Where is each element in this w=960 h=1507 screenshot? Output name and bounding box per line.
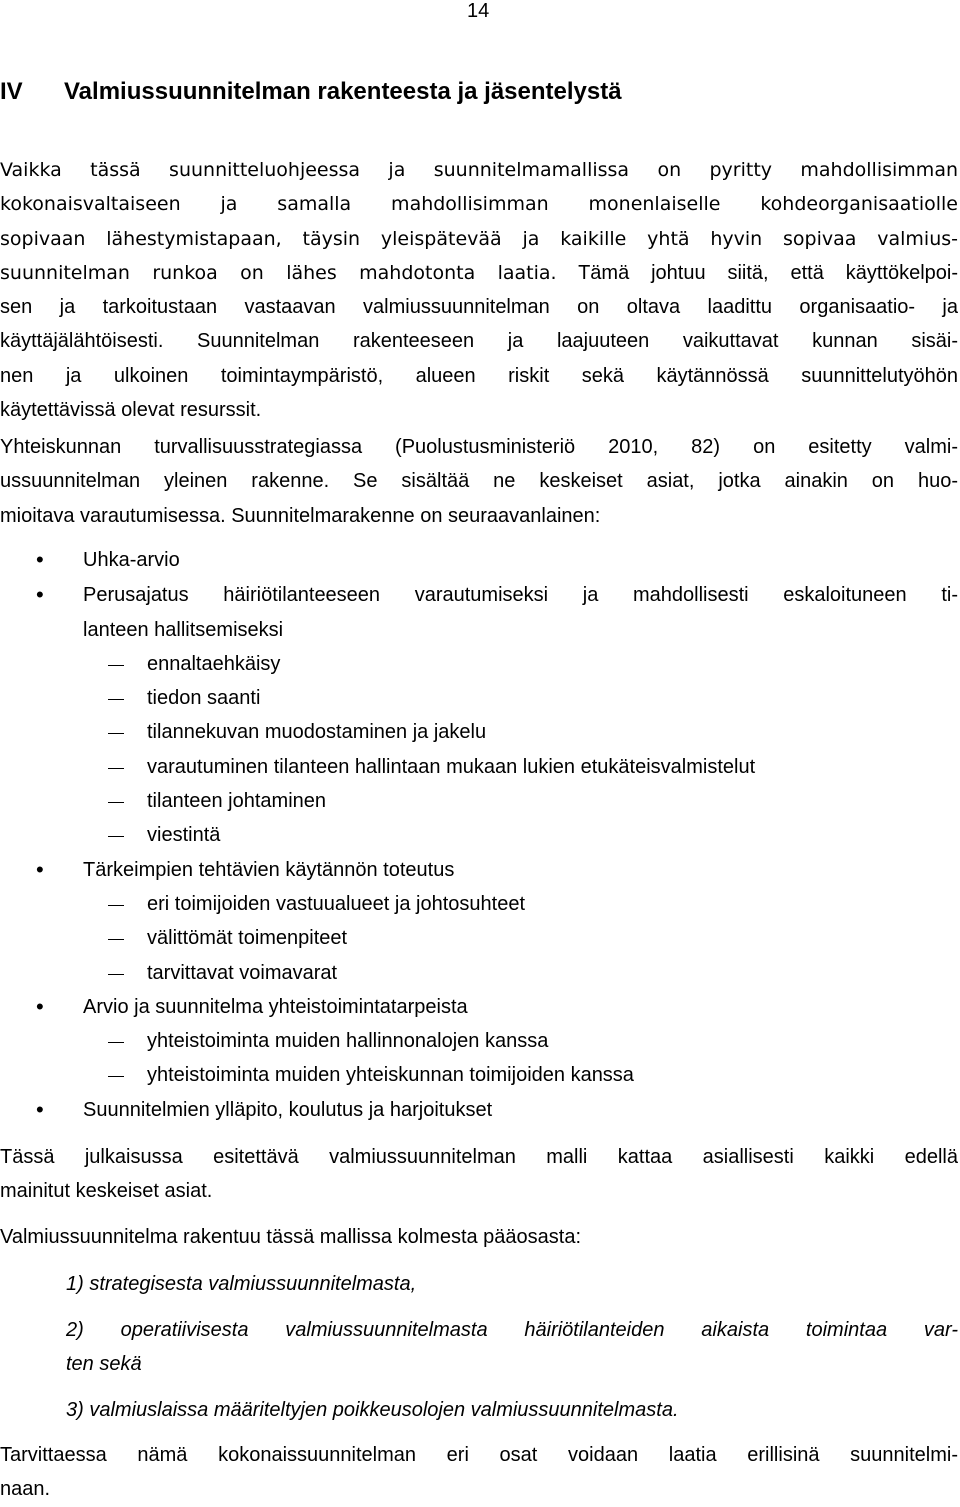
- paragraph-line: ussuunnitelman yleinen rakenne. Se sisältää ne keskeiset asiat, jotka ainakin on huo-: [0, 470, 958, 493]
- list-item-text: tilannekuvan muodostaminen ja jakelu: [147, 721, 487, 744]
- list-item-text: viestintä: [147, 824, 221, 847]
- list-item-text: yhteistoiminta muiden hallinnonalojen kanssa: [147, 1030, 549, 1053]
- chapter-heading: [0, 78, 960, 106]
- paragraph-line: Vaikka tässä suunnitteluohjeessa ja suunnitelmamallissa on pyritty mahdollisimman: [0, 159, 958, 181]
- part-item-line: 2) operatiivisesta valmiussuunnitelmasta häiriötilanteiden aikaista toimintaa var-: [66, 1319, 958, 1341]
- closing-paragraph: [0, 1438, 958, 1507]
- list-item-text: lanteen hallitsemiseksi: [83, 618, 284, 641]
- paragraph-line: Tässä julkaisussa esitettävä valmiussuunnitelman malli kattaa asiallisesti kaikki edellä: [0, 1146, 958, 1168]
- paragraph-line: kokonaisvaltaiseen ja samalla mahdollisimman monenlaiselle kohdeorganisaatiolle: [0, 193, 958, 216]
- list-item-text: välittömät toimenpiteet: [147, 927, 348, 950]
- list-item-text: yhteistoiminta muiden yhteiskunnan toimijoiden kanssa: [147, 1064, 634, 1087]
- list-item: [0, 1093, 958, 1127]
- list-subitem: [0, 715, 958, 749]
- paragraph-line: Yhteiskunnan turvallisuusstrategiassa (Puolustusministeriö 2010, 82) on esitetty valmi-: [0, 436, 958, 458]
- list-item-text: Tärkeimpien tehtävien käytännön toteutus: [83, 858, 455, 881]
- list-subitem: [0, 956, 958, 990]
- intro-paragraph: [0, 153, 958, 427]
- list-subitem: [0, 1024, 958, 1058]
- list-item: [0, 578, 958, 647]
- list-item-text: • Perusajatus häiriötilanteeseen varautumiseksi ja mahdollisesti eskaloituneen ti-: [83, 584, 958, 607]
- chapter-title: Valmiussuunnitelman rakenteesta ja jäsentelystä: [64, 78, 622, 105]
- coverage-paragraph: [0, 1140, 958, 1209]
- list-item-text: eri toimijoiden vastuualueet ja johtosuhteet: [147, 892, 526, 915]
- plan-structure-list: [0, 543, 958, 1127]
- paragraph-line-part: suunnitelman runkoa on lähes mahdotonta laatia.: [0, 261, 557, 284]
- list-item: [0, 853, 958, 887]
- list-item-text: Suunnitelmien ylläpito, koulutus ja harjoitukset: [83, 1098, 493, 1121]
- list-subitem: [0, 681, 958, 715]
- paragraph-line: käytettävissä olevat resurssit.: [0, 399, 262, 422]
- part-item: [66, 1313, 958, 1382]
- paragraph-line: käyttäjälähtöisesti. Suunnitelman rakenteeseen ja laajuuteen vaikuttavat kunnan sisäi-: [0, 330, 958, 353]
- paragraph-line: Tarvittaessa nämä kokonaissuunnitelman eri osat voidaan laatia erillisinä suunnitelmi-: [0, 1444, 958, 1466]
- paragraph-line: nen ja ulkoinen toimintaympäristö, alueen riskit sekä käytännössä suunnittelutyöhön: [0, 364, 958, 387]
- list-item-text: Arvio ja suunnitelma yhteistoimintatarpeista: [83, 995, 468, 1018]
- parts-intro-paragraph: Valmiussuunnitelma rakentuu tässä mallissa kolmesta pääosasta:: [0, 1226, 582, 1248]
- list-subitem: [0, 750, 958, 784]
- list-item-text: varautuminen tilanteen hallintaan mukaan lukien etukäteisvalmistelut: [147, 755, 756, 778]
- strategy-paragraph: [0, 430, 958, 533]
- list-subitem: [0, 647, 958, 681]
- list-item: [0, 543, 958, 577]
- paragraph-line: sopivaan lähestymistapaan, täysin yleispätevää ja kaikille yhtä hyvin sopivaa valmius-: [0, 227, 958, 250]
- list-subitem: [0, 1058, 958, 1092]
- list-item-text: tarvittavat voimavarat: [147, 961, 338, 984]
- list-subitem: [0, 921, 958, 955]
- list-item-text: tilanteen johtaminen: [147, 790, 327, 813]
- paragraph-line: sen ja tarkoitustaan vastaavan valmiussuunnitelman on oltava laadittu organisaatio- ja: [0, 296, 958, 319]
- paragraph-line: mioitava varautumisessa. Suunnitelmarakenne on seuraavanlainen:: [0, 504, 601, 527]
- list-item: [0, 990, 958, 1024]
- part-item: 3) valmiuslaissa määriteltyjen poikkeusolojen valmiussuunnitelmasta.: [66, 1399, 679, 1421]
- list-item-text: tiedon saanti: [147, 687, 261, 710]
- chapter-number: IV: [0, 78, 23, 105]
- paragraph-line-part: Tämä johtuu siitä, että käyttökelpoi-: [556, 261, 958, 284]
- list-subitem: [0, 818, 958, 852]
- list-item-text: Uhka-arvio: [83, 549, 180, 571]
- paragraph-line: mainitut keskeiset asiat.: [0, 1180, 213, 1203]
- page-number: 14: [467, 0, 490, 22]
- paragraph-line: [0, 256, 958, 290]
- list-subitem: [0, 887, 958, 921]
- list-item-text: ennaltaehkäisy: [147, 652, 281, 675]
- part-item: 1) strategisesta valmiussuunnitelmasta,: [66, 1273, 417, 1295]
- list-subitem: [0, 784, 958, 818]
- paragraph-line: naan.: [0, 1478, 51, 1501]
- part-item-line: ten sekä: [66, 1353, 142, 1376]
